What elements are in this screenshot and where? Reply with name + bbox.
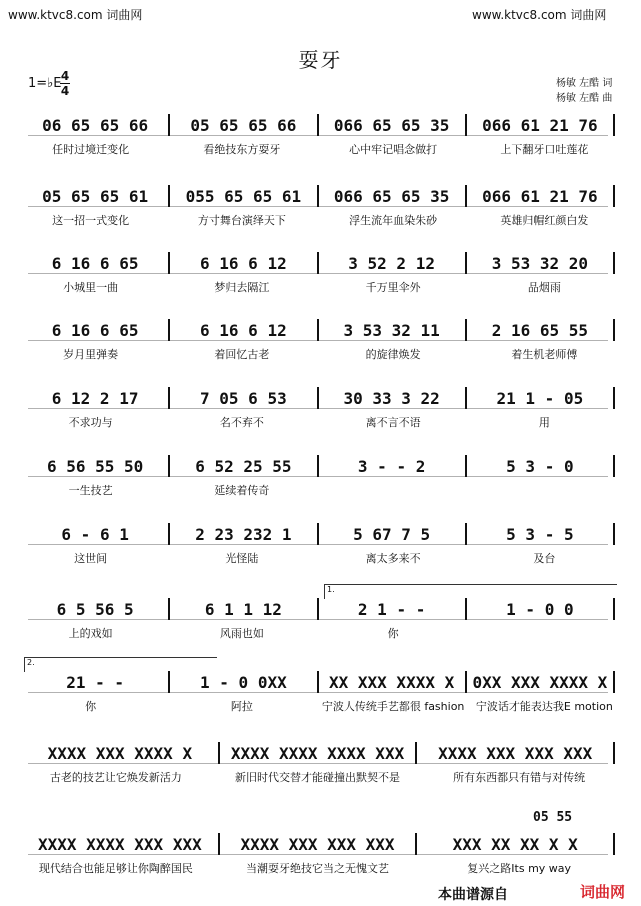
measure: 1 - 0 0 [506,599,574,619]
lyric-measure: 延续着传奇 [214,484,270,497]
measure: 30 33 3 22 [343,388,440,408]
bar-line [465,671,467,693]
lyrics-row [18,482,617,498]
bar-line [317,455,319,477]
rhythm-underline [28,692,608,693]
lyric-measure: 小城里一曲 [63,281,119,294]
lyric-measure: 及台 [533,552,556,565]
bar-line [465,319,467,341]
lyric-measure: 离太多来不 [365,552,421,565]
lyric-measure: 一生技艺 [68,484,113,497]
rhythm-underline [28,619,608,620]
lyric-measure: 的旋律焕发 [365,348,421,361]
watermark-right: www.ktvc8.com 词曲网 [472,8,607,22]
notes-row [18,114,617,136]
lyric-measure: 千万里伞外 [365,281,421,294]
bar-line [168,252,170,274]
score-system [0,114,641,174]
time-top: 4 [60,69,70,83]
notes-row [18,671,617,693]
measure: 2 16 65 55 [491,320,589,340]
volta-bracket: 1. [324,584,617,599]
bar-line [613,598,615,620]
measure: 05 65 65 61 [42,186,149,206]
bar-line [168,671,170,693]
notes-row [18,833,617,855]
time-bottom: 4 [60,84,70,98]
measure: 066 61 21 76 [482,186,598,206]
lyric-measure: 心中牢记唱念做打 [349,143,438,156]
measure: 1 - 0 0XX [200,672,287,692]
notes-row [18,742,617,764]
measure: 3 52 2 12 [348,253,435,273]
notes-row [18,455,617,477]
bar-line [317,671,319,693]
bar-line [218,742,220,764]
lyric-measure: 古老的技艺让它焕发新活力 [49,771,182,784]
rhythm-underline [28,135,608,136]
lyric-measure: 现代结合也能足够让你陶醉国民 [38,862,193,875]
score-system [0,252,641,312]
measure: 2 23 232 1 [195,524,292,544]
lyric-measure: 英雄归帽红颜白发 [500,214,589,227]
lyric-measure: 光怪陆 [225,552,259,565]
lyrics-row [18,212,617,228]
measure: 6 16 6 12 [200,253,287,273]
measure: XXXX XXXX XXX XXX [37,834,202,854]
lyric-measure: 用 [538,416,550,429]
score-system [0,387,641,447]
lyrics-row [18,414,617,430]
lyric-measure: 宁波人传统手艺都很 fashion [321,700,465,713]
rhythm-underline [28,763,608,764]
watermark-left: www.ktvc8.com 词曲网 [8,8,143,22]
lyric-measure: 离不言不语 [365,416,421,429]
bar-line [317,114,319,136]
bar-line [613,319,615,341]
bar-line [465,252,467,274]
measure: 6 1 1 12 [204,599,282,619]
measure: 06 65 65 66 [42,115,149,135]
measure: 21 1 - 05 [496,388,584,408]
measure: 5 3 - 0 [506,456,574,476]
measure: XXXX XXX XXX XXX [240,834,395,854]
bar-line [465,455,467,477]
lyric-measure: 当潮耍牙绝技它当之无愧文艺 [246,862,389,875]
lyrics-row [18,346,617,362]
lyric-measure: 这世间 [74,552,108,565]
bar-line [613,523,615,545]
lyrics-row [18,550,617,566]
bar-line [168,319,170,341]
bar-line [317,252,319,274]
measure: 0XX XXX XXXX X [472,672,608,692]
lyrics-row [18,698,617,714]
measure: XXXX XXX XXXX X [47,743,193,763]
measure: 21 - - [66,672,125,692]
site-logo: 词曲网 [580,883,626,901]
bar-line [317,387,319,409]
key-signature: 1=♭E [28,76,62,91]
lyric-measure: 岁月里弹奏 [63,348,119,361]
score-system [0,742,641,802]
lyric-measure: 看绝技东方耍牙 [203,143,281,156]
bar-line [168,455,170,477]
bar-line [168,598,170,620]
notes-row [18,185,617,207]
lyrics-row [18,141,617,157]
score-system [0,598,641,658]
measure: 066 61 21 76 [482,115,598,135]
measure: 2 1 - - [357,599,426,619]
rhythm-underline [28,408,608,409]
composer-credit: 杨敏 左酷 曲 [556,93,613,104]
time-signature [60,70,70,97]
measure: 5 67 7 5 [353,524,431,544]
measure: 5 3 - 5 [506,524,574,544]
rhythm-underline [28,340,608,341]
measure: XXXX XXX XXX XXX [438,743,593,763]
bar-line [317,598,319,620]
lyrics-row [18,625,617,641]
score-system [0,523,641,583]
measure: 3 53 32 11 [343,320,440,340]
lyric-measure: 你 [387,627,399,640]
bar-line [168,114,170,136]
lyricist-credit: 杨敏 左酷 词 [556,78,613,89]
bar-line [613,252,615,274]
score-system [0,319,641,379]
measure: 6 16 6 12 [200,320,287,340]
measure: XX XXX XXXX X [329,672,455,692]
measure: 7 05 6 53 [200,388,287,408]
measure: 066 65 65 35 [333,186,450,206]
lyrics-row [18,860,617,876]
footer-source: 本曲谱源自 [438,887,508,903]
bar-line [317,523,319,545]
rhythm-underline [28,476,608,477]
lyric-measure: 浮生流年血染朱砂 [349,214,438,227]
measure: 6 56 55 50 [46,456,144,476]
notes-row [18,523,617,545]
rhythm-underline [28,273,608,274]
lyric-measure: 阿拉 [230,700,253,713]
score-system [0,185,641,245]
lyric-measure: 品烟雨 [527,281,561,294]
bar-line [415,742,417,764]
bar-line [465,185,467,207]
lyric-measure: 上下翻牙口吐莲花 [500,143,589,156]
bar-line [415,833,417,855]
bar-line [465,598,467,620]
measure: XXXX XXXX XXXX XXX [230,743,405,763]
measure: 6 12 2 17 [51,388,139,408]
bar-line [613,387,615,409]
bar-line [317,319,319,341]
bar-line [168,387,170,409]
notes-row [18,252,617,274]
lyrics-row [18,279,617,295]
lyric-measure: 你 [85,700,97,713]
notes-row [18,387,617,409]
lyric-measure: 着生机老师傅 [511,348,578,361]
bar-line [613,742,615,764]
lyric-measure: 复兴之路Its my way [467,862,572,875]
bar-line [613,185,615,207]
lyric-measure: 梦归去隔江 [214,281,270,294]
bar-line [465,523,467,545]
bar-line [168,185,170,207]
lyric-measure: 方寸舞台演绎天下 [197,214,286,227]
lyric-measure: 风雨也如 [219,627,264,640]
lyric-measure: 名不弃不 [219,416,264,429]
score-system [0,833,641,893]
bar-line [218,833,220,855]
measure: 055 65 65 61 [185,186,302,206]
bar-line [613,455,615,477]
measure: 6 5 56 5 [56,599,134,619]
lyric-measure: 着回忆古老 [214,348,270,361]
lyric-measure: 所有东西都只有错与对传统 [453,771,586,784]
bar-line [613,114,615,136]
bar-line [613,671,615,693]
lyric-measure: 任时过境迁变化 [52,143,130,156]
lyric-measure: 不求功与 [68,416,113,429]
measure: 6 16 6 65 [51,320,139,340]
measure: 05 65 65 66 [190,115,297,135]
bar-line [613,833,615,855]
rhythm-underline [28,854,608,855]
measure: 066 65 65 35 [333,115,450,135]
measure: 6 52 25 55 [195,456,292,476]
bar-line [317,185,319,207]
volta-bracket: 2. [24,657,217,672]
bar-line [465,114,467,136]
bar-line [465,387,467,409]
notes-row [18,319,617,341]
lyric-measure: 上的戏如 [68,627,113,640]
bar-line [168,523,170,545]
measure: XXX XX XX X X [452,834,578,854]
measure: 6 16 6 65 [51,253,139,273]
notes-row [18,598,617,620]
lyric-measure: 新旧时代交替才能碰撞出默契不是 [235,771,400,784]
lyric-measure: 宁波话才能表达我E motion [475,700,613,713]
lyrics-row [18,769,617,785]
song-title: 耍牙 [298,48,343,72]
measure: 3 - - 2 [357,456,426,476]
lyric-measure: 这一招一式变化 [52,214,130,227]
rhythm-underline [28,544,608,545]
score-system [0,671,641,731]
score-system [0,455,641,515]
measure: 6 - 6 1 [61,524,129,544]
rhythm-underline [28,206,608,207]
measure: 3 53 32 20 [491,253,589,273]
top-line-notes: 05 55 [533,810,573,825]
